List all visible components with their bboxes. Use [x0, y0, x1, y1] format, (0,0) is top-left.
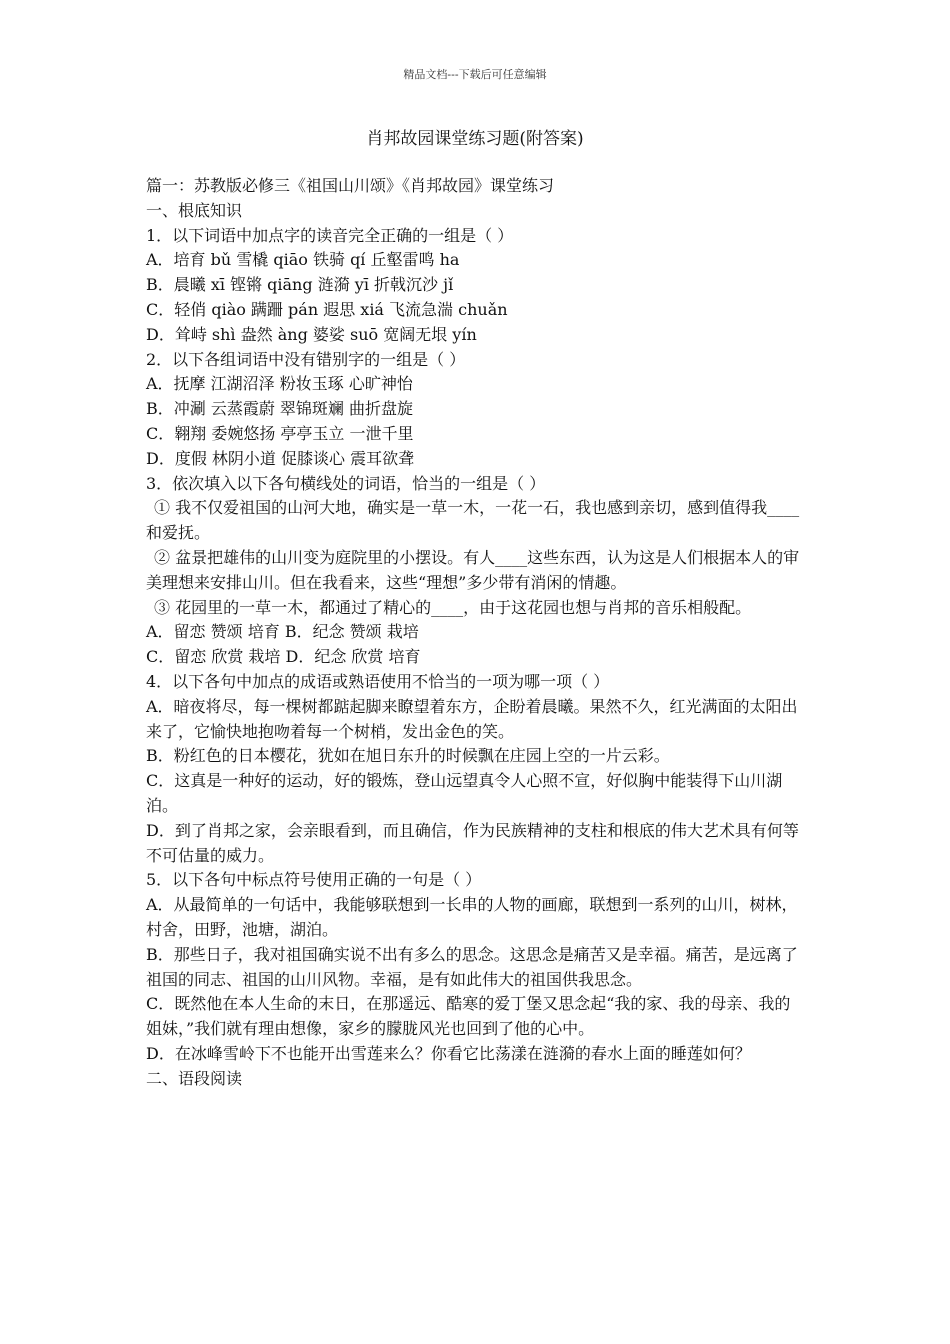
question-4: 4．以下各句中加点的成语或熟语使用不恰当的一项为哪一项（ ） — [146, 671, 610, 691]
document-title: 肖邦故园课堂练习题(附答案) — [366, 129, 584, 149]
q5-option-a: A．从最简单的一句话中，我能够联想到一长串的人物的画廊，联想到一系列的山川，树林，村舍，田野，池塘，湖泊。 — [146, 895, 798, 939]
question-5: 5．以下各句中标点符号使用正确的一句是（ ） — [146, 870, 482, 890]
q4-option-b: B．粉红色的日本樱花，犹如在旭日东升的时候飘在庄园上空的一片云彩。 — [146, 746, 670, 766]
q5-option-d: D．在冰峰雪岭下不也能开出雪莲来么？你看它比荡漾在涟漪的春水上面的睡莲如何？ — [146, 1043, 751, 1063]
part-heading-2: 二、语段阅读 — [146, 1068, 243, 1088]
question-3: 3．依次填入以下各句横线处的词语，恰当的一组是（ ） — [146, 473, 546, 493]
page-header: 精品文档---下载后可任意编辑 — [403, 68, 547, 81]
q4-option-c: C．这真是一种好的运动，好的锻炼，登山远望真令人心照不宣，好似胸中能装得下山川湖泊。 — [146, 771, 783, 815]
section-heading: 篇一：苏教版必修三《祖国山川颂》《肖邦故园》课堂练习 — [146, 176, 555, 195]
q3-options-ab: A．留恋 赞颂 培育 B．纪念 赞颂 栽培 — [146, 622, 419, 642]
q1-option-c: C．轻俏 qiào 蹒跚 pán 遐思 xiá 飞流急湍 chuǎn — [146, 299, 508, 319]
q2-option-d: D．度假 林阴小道 促膝谈心 震耳欲聋 — [146, 448, 415, 468]
q2-option-b: B．冲涮 云蒸霞蔚 翠锦斑斓 曲折盘旋 — [146, 399, 414, 419]
q1-option-d: D．耸峙 shì 盎然 àng 婆娑 suō 宽阔无垠 yín — [146, 324, 477, 344]
q3-sentence-2: ② 盆景把雄伟的山川变为庭院里的小摆设。有人____这些东西，认为这是人们根据本人的审美理想来安排山川。但在我看来，这些“理想”多少带有消闲的情趣。 — [146, 547, 800, 592]
q3-sentence-3: ③ 花园里的一草一木，都通过了精心的____，由于这花园也想与肖邦的音乐相般配。 — [154, 597, 752, 617]
q2-option-a: A．抚摩 江湖沼泽 粉妆玉琢 心旷神怡 — [146, 374, 413, 394]
document-body — [146, 174, 806, 1091]
q1-option-a: A．培育 bǔ 雪橇 qiāo 铁骑 qí 丘壑雷鸣 ha — [146, 250, 460, 270]
question-1: 1．以下词语中加点字的读音完全正确的一组是（ ） — [146, 225, 514, 245]
q1-option-b: B．晨曦 xī 铿锵 qiāng 涟漪 yī 折戟沉沙 jǐ — [146, 275, 454, 295]
q5-option-b: B．那些日子，我对祖国确实说不出有多么的思念。这思念是痛苦又是幸福。痛苦，是远离了祖国的同志、祖国的山川风物。幸福，是有如此伟大的祖国供我思念。 — [146, 944, 798, 989]
q3-options-cd: C．留恋 欣赏 栽培 D．纪念 欣赏 培育 — [146, 647, 421, 667]
question-2: 2．以下各组词语中没有错别字的一组是（ ） — [146, 349, 466, 369]
part-heading: 一、根底知识 — [146, 200, 243, 220]
q3-sentence-1: ① 我不仅爱祖国的山河大地，确实是一草一木，一花一石，我也感到亲切，感到值得我____和爱抚。 — [146, 498, 800, 543]
q5-option-c: C．既然他在本人生命的末日，在那遥远、酷寒的爱丁堡又思念起“我的家、我的母亲、我的姐妹，”我们就有理由想像，家乡的朦胧风光也回到了他的心中。 — [146, 994, 791, 1039]
q2-option-c: C．翱翔 委婉悠扬 亭亭玉立 一泄千里 — [146, 423, 414, 443]
q4-option-d: D．到了肖邦之家，会亲眼看到，而且确信，作为民族精神的支柱和根底的伟大艺术具有何等不可估量的威力。 — [146, 820, 799, 865]
q4-option-a: A．暗夜将尽，每一棵树都踮起脚来瞭望着东方，企盼着晨曦。果然不久，红光满面的太阳出来了，它愉快地抱吻着每一个树梢，发出金色的笑。 — [146, 696, 798, 741]
